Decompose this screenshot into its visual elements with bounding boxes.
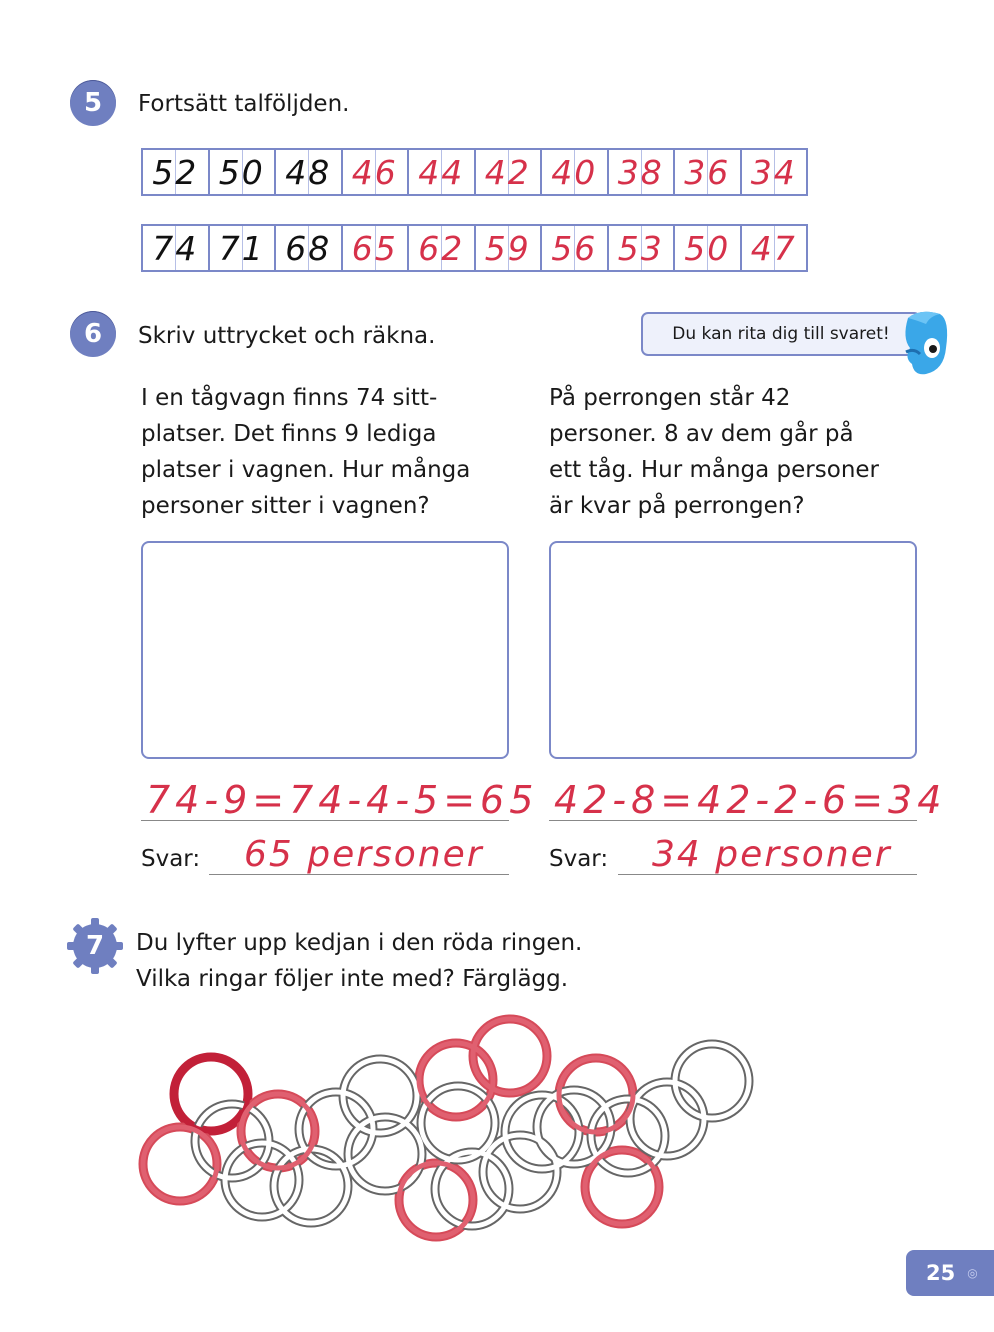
chain-ring[interactable]	[473, 1019, 547, 1093]
instruction-line: Du lyfter upp kedjan i den röda ringen.	[136, 930, 583, 956]
problem-line: platser i vagnen. Hur många	[141, 457, 471, 483]
answer-line	[549, 820, 917, 821]
answer-cell[interactable]: 44	[409, 150, 476, 194]
answer-cell[interactable]: 59	[476, 226, 543, 270]
answer-cell[interactable]: 42	[476, 150, 543, 194]
sequence-cell: 52	[143, 150, 210, 194]
chain-ring[interactable]	[591, 1099, 665, 1173]
chain-ring[interactable]	[195, 1104, 269, 1178]
task-number-badge	[70, 311, 116, 357]
chain-ring[interactable]	[505, 1095, 579, 1169]
chain-ring[interactable]	[421, 1086, 495, 1160]
answer-cell[interactable]: 65	[343, 226, 410, 270]
chain-ring[interactable]	[225, 1143, 299, 1217]
mascot-icon	[900, 308, 952, 378]
hint-text: Du kan rita dig till svaret!	[672, 324, 890, 344]
problem-line: ett tåg. Hur många personer	[549, 457, 879, 483]
chain-ring[interactable]	[483, 1135, 557, 1209]
hint-bubble	[641, 312, 921, 356]
chain-ring[interactable]	[537, 1090, 611, 1164]
chain-ring[interactable]	[241, 1094, 315, 1168]
page-number-tab	[906, 1250, 994, 1296]
problem-line: platser. Det finns 9 lediga	[141, 421, 437, 447]
chain-ring[interactable]	[299, 1092, 373, 1166]
chain-ring[interactable]	[399, 1163, 473, 1237]
chain-ring[interactable]	[143, 1127, 217, 1201]
problem-line: I en tågvagn finns 74 sitt-	[141, 385, 438, 411]
chain-ring[interactable]	[559, 1058, 633, 1132]
answer-line	[141, 820, 509, 821]
svar-label: Svar:	[549, 846, 609, 872]
problem-line: personer. 8 av dem går på	[549, 421, 854, 447]
task-number-badge	[72, 923, 118, 969]
drawing-box-right[interactable]	[549, 541, 917, 759]
page-dot-icon: ◎	[967, 1266, 978, 1280]
answer-cell[interactable]: 47	[742, 226, 809, 270]
problem-line: personer sitter i vagnen?	[141, 493, 430, 519]
chain-ring[interactable]	[274, 1149, 348, 1223]
sequence-cell: 68	[276, 226, 343, 270]
problem-line: är kvar på perrongen?	[549, 493, 805, 519]
task-instruction: Fortsätt talföljden.	[138, 91, 350, 117]
answer-cell[interactable]: 53	[609, 226, 676, 270]
svar-answer-left[interactable]: 65 personer	[244, 834, 484, 875]
word-problem-right	[549, 380, 879, 524]
svar-line	[209, 874, 509, 875]
answer-cell[interactable]: 62	[409, 226, 476, 270]
answer-cell[interactable]: 50	[675, 226, 742, 270]
chain-ring[interactable]	[348, 1117, 422, 1191]
sequence-cell: 48	[276, 150, 343, 194]
answer-cell[interactable]: 40	[542, 150, 609, 194]
sequence-cell: 71	[210, 226, 277, 270]
chain-ring[interactable]	[585, 1150, 659, 1224]
task-number-badge	[70, 80, 116, 126]
task-number: 7	[85, 931, 105, 961]
chain-ring[interactable]	[343, 1059, 417, 1133]
answer-cell[interactable]: 34	[742, 150, 809, 194]
sequence-row	[141, 148, 808, 196]
answer-cell[interactable]: 36	[675, 150, 742, 194]
chain-ring[interactable]	[419, 1043, 493, 1117]
answer-cell[interactable]: 56	[542, 226, 609, 270]
chain-ring[interactable]	[435, 1152, 509, 1226]
word-problem-left	[141, 380, 470, 524]
chain-ring-red[interactable]	[174, 1057, 248, 1131]
task-instruction	[136, 925, 582, 997]
expression-answer-right[interactable]: 42-8=42-2-6=34	[554, 778, 947, 822]
answer-cell[interactable]: 46	[343, 150, 410, 194]
task-number: 5	[83, 88, 103, 118]
instruction-line: Vilka ringar följer inte med? Färglägg.	[136, 966, 569, 992]
svar-line	[618, 874, 917, 875]
svar-answer-right[interactable]: 34 personer	[652, 834, 892, 875]
problem-line: På perrongen står 42	[549, 385, 791, 411]
answer-cell[interactable]: 38	[609, 150, 676, 194]
svar-label: Svar:	[141, 846, 201, 872]
task-number: 6	[83, 319, 103, 349]
chain-ring[interactable]	[675, 1044, 749, 1118]
sequence-cell: 74	[143, 226, 210, 270]
page-number: 25	[926, 1261, 956, 1285]
chain-ring[interactable]	[630, 1082, 704, 1156]
sequence-cell: 50	[210, 150, 277, 194]
sequence-row	[141, 224, 808, 272]
task-instruction: Skriv uttrycket och räkna.	[138, 323, 436, 349]
expression-answer-left[interactable]: 74-9=74-4-5=65	[146, 778, 539, 822]
drawing-box-left[interactable]	[141, 541, 509, 759]
